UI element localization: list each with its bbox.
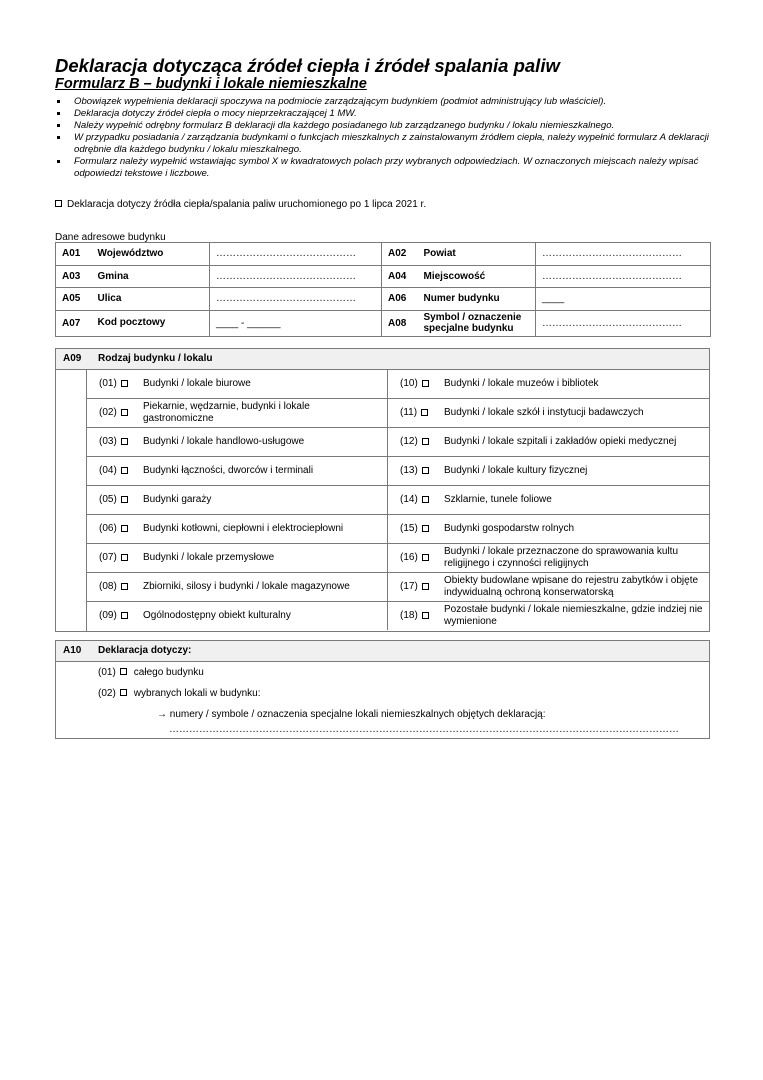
- option-row: [87, 514, 709, 544]
- option-number: (03): [99, 436, 117, 447]
- instruction-item: Deklaracja dotyczy źródeł ciepła o mocy nieprzekraczającej 1 MW.: [55, 108, 715, 120]
- option-checkbox[interactable]: [121, 525, 128, 532]
- option-number: (01): [98, 667, 116, 678]
- section-title: Rodzaj budynku / lokalu: [98, 353, 213, 364]
- option-label: Budynki / lokale przeznaczone do sprawowania kultu religijnego i czynności religijnych: [444, 546, 679, 569]
- field-code: A07: [56, 310, 92, 336]
- building-type-option[interactable]: [388, 572, 709, 601]
- option-checkbox[interactable]: [422, 438, 429, 445]
- commune-input[interactable]: ……………………………………: [210, 265, 382, 288]
- address-row: [56, 243, 711, 266]
- field-code: A01: [56, 243, 92, 266]
- option-number: (12): [400, 436, 418, 447]
- building-number-input[interactable]: ____: [536, 288, 711, 311]
- option-checkbox[interactable]: [121, 496, 128, 503]
- address-row: [56, 310, 711, 336]
- building-type-option[interactable]: [388, 514, 709, 543]
- street-input[interactable]: ……………………………………: [210, 288, 382, 311]
- voivodeship-input[interactable]: ……………………………………: [210, 243, 382, 266]
- instruction-item: Należy wypełnić odrębny formularz B deklaracji dla każdego posiadanego lub zarządzanego budynku / lokalu niemieszkalnego.: [55, 120, 715, 132]
- option-label: Budynki / lokale handlowo-usługowe: [143, 435, 305, 447]
- option-checkbox[interactable]: [422, 467, 429, 474]
- option-checkbox[interactable]: [121, 409, 128, 416]
- scope-option-selected-units[interactable]: [98, 688, 261, 699]
- post-2021-declaration: [55, 199, 426, 210]
- section-header: [56, 641, 709, 662]
- option-checkbox[interactable]: [121, 438, 128, 445]
- option-number: (09): [99, 610, 117, 621]
- building-type-option[interactable]: [87, 485, 388, 514]
- instructions-list: [55, 96, 715, 180]
- field-code: A06: [382, 288, 418, 311]
- building-type-option[interactable]: [388, 543, 709, 572]
- option-number: (10): [400, 378, 418, 389]
- locality-input[interactable]: ……………………………………: [536, 265, 711, 288]
- field-code: A02: [382, 243, 418, 266]
- special-symbol-input[interactable]: ……………………………………: [536, 310, 711, 336]
- option-checkbox[interactable]: [121, 554, 128, 561]
- option-row: [87, 427, 709, 457]
- address-table: [55, 242, 711, 337]
- form-subtitle: Formularz B – budynki i lokale niemieszkalne: [55, 76, 367, 92]
- option-label: Budynki / lokale szpitali i zakładów opieki medycznej: [444, 435, 677, 447]
- option-checkbox[interactable]: [121, 467, 128, 474]
- field-label-building-number: Numer budynku: [418, 288, 536, 311]
- option-number: (07): [99, 552, 117, 563]
- building-type-option[interactable]: [87, 398, 388, 427]
- form-title: Deklaracja dotycząca źródeł ciepła i źródeł spalania paliw: [55, 55, 560, 76]
- option-label: Ogólnodostępny obiekt kulturalny: [143, 609, 291, 621]
- option-number: (02): [99, 407, 117, 418]
- option-number: (14): [400, 494, 418, 505]
- option-label: Obiekty budowlane wpisane do rejestru zabytków i objęte indywidualną ochroną konserwatorską: [444, 575, 699, 598]
- field-label-special-symbol: Symbol / oznaczenie specjalne budynku: [418, 310, 536, 336]
- address-row: [56, 288, 711, 311]
- option-number: (15): [400, 523, 418, 534]
- address-section-caption: Dane adresowe budynku: [55, 232, 166, 243]
- option-row: [87, 601, 709, 630]
- building-type-option[interactable]: [388, 427, 709, 456]
- units-list-input[interactable]: ………………………………………………………………………………………………………………………………………: [169, 724, 679, 735]
- option-number: (11): [400, 407, 418, 418]
- instruction-item: W przypadku posiadania / zarządzania budynkami o funkcjach mieszkalnych z zainstalowanym źródłem ciepła, należy wypełnić formularz A deklaracji odrębnie dla każdego budynku / lokalu mieszkalnego.: [55, 132, 715, 156]
- option-checkbox[interactable]: [120, 668, 127, 675]
- option-checkbox[interactable]: [422, 525, 429, 532]
- option-number: (06): [99, 523, 117, 534]
- option-label: Budynki / lokale szkół i instytucji badawczych: [444, 406, 644, 418]
- option-label: Budynki kotłowni, ciepłowni i elektrociepłowni: [143, 522, 344, 534]
- option-number: (16): [400, 552, 418, 563]
- building-type-options: [86, 369, 709, 631]
- county-input[interactable]: ……………………………………: [536, 243, 711, 266]
- post-2021-checkbox-label: Deklaracja dotyczy źródła ciepła/spalania paliw uruchomionego po 1 lipca 2021 r.: [67, 199, 427, 210]
- field-label-postal-code: Kod pocztowy: [92, 310, 210, 336]
- building-type-option[interactable]: [87, 369, 388, 398]
- option-number: (01): [99, 378, 117, 389]
- section-header: [56, 349, 709, 370]
- building-type-option[interactable]: [87, 572, 388, 601]
- building-type-option[interactable]: [388, 456, 709, 485]
- declaration-scope-section: [55, 640, 710, 739]
- option-checkbox[interactable]: [121, 380, 128, 387]
- option-checkbox[interactable]: [120, 689, 127, 696]
- option-label: Zbiorniki, silosy i budynki / lokale magazynowe: [143, 580, 350, 592]
- option-number: (13): [400, 465, 418, 476]
- address-row: [56, 265, 711, 288]
- units-list-label: → numery / symbole / oznaczenia specjalne lokali niemieszkalnych objętych deklaracją:: [157, 709, 546, 720]
- option-label: Budynki łączności, dworców i terminali: [143, 464, 314, 476]
- option-number: (05): [99, 494, 117, 505]
- option-label: Piekarnie, wędzarnie, budynki i lokale gastronomiczne: [143, 401, 310, 424]
- building-type-option[interactable]: [388, 485, 709, 514]
- field-code: A05: [56, 288, 92, 311]
- building-type-option[interactable]: [87, 514, 388, 543]
- field-label-locality: Miejscowość: [418, 265, 536, 288]
- building-type-option[interactable]: [87, 456, 388, 485]
- field-label-commune: Gmina: [92, 265, 210, 288]
- field-code: A03: [56, 265, 92, 288]
- option-checkbox[interactable]: [121, 612, 128, 619]
- option-checkbox[interactable]: [422, 583, 429, 590]
- field-code: A08: [382, 310, 418, 336]
- postal-code-input[interactable]: ____ - ______: [210, 310, 382, 336]
- building-type-option[interactable]: [87, 601, 388, 630]
- option-checkbox[interactable]: [422, 612, 429, 619]
- instruction-item: Obowiązek wypełnienia deklaracji spoczywa na podmiocie zarządzającym budynkiem (podmiot administrujący lub właściciel).: [55, 96, 715, 108]
- option-label: Budynki gospodarstw rolnych: [444, 522, 575, 534]
- option-checkbox[interactable]: [421, 409, 428, 416]
- option-label: Szklarnie, tunele foliowe: [444, 493, 552, 505]
- building-type-section: [55, 348, 710, 632]
- building-type-option[interactable]: [388, 398, 709, 427]
- option-checkbox[interactable]: [422, 496, 429, 503]
- field-code: A04: [382, 265, 418, 288]
- option-checkbox[interactable]: [422, 554, 429, 561]
- building-type-option[interactable]: [388, 369, 709, 398]
- scope-option-whole-building[interactable]: [98, 667, 204, 678]
- option-label: Budynki garaży: [143, 493, 212, 505]
- field-label-street: Ulica: [92, 288, 210, 311]
- option-label: Budynki / lokale muzeów i bibliotek: [444, 377, 599, 389]
- option-number: (08): [99, 581, 117, 592]
- building-type-option[interactable]: [388, 601, 709, 630]
- post-2021-checkbox[interactable]: [55, 200, 62, 207]
- option-label: wybranych lokali w budynku:: [133, 688, 261, 699]
- option-row: [87, 485, 709, 515]
- option-number: (02): [98, 688, 116, 699]
- building-type-option[interactable]: [87, 543, 388, 572]
- instruction-item: Formularz należy wypełnić wstawiając symbol X w kwadratowych polach przy wybranych odpowiedziach. W oznaczonych miejscach należy wpisać odpowiedzi tekstowe i liczbowe.: [55, 156, 715, 180]
- option-label: Budynki / lokale kultury fizycznej: [444, 464, 588, 476]
- option-row: [87, 572, 709, 602]
- section-code: A09: [63, 353, 82, 364]
- option-number: (17): [400, 581, 418, 592]
- building-type-option[interactable]: [87, 427, 388, 456]
- option-row: [87, 398, 709, 428]
- option-checkbox[interactable]: [121, 583, 128, 590]
- option-label: Budynki / lokale przemysłowe: [143, 551, 275, 563]
- option-row: [87, 543, 709, 573]
- option-label: Budynki / lokale biurowe: [143, 377, 251, 389]
- option-row: [87, 369, 709, 399]
- field-label-county: Powiat: [418, 243, 536, 266]
- option-number: (18): [400, 610, 418, 621]
- section-title: Deklaracja dotyczy:: [98, 645, 192, 656]
- field-label-voivodeship: Województwo: [92, 243, 210, 266]
- option-label: Pozostałe budynki / lokale niemieszkalne, gdzie indziej nie wymienione: [444, 604, 703, 627]
- section-code: A10: [63, 645, 82, 656]
- option-label: całego budynku: [133, 667, 204, 678]
- option-checkbox[interactable]: [422, 380, 429, 387]
- option-row: [87, 456, 709, 486]
- option-number: (04): [99, 465, 117, 476]
